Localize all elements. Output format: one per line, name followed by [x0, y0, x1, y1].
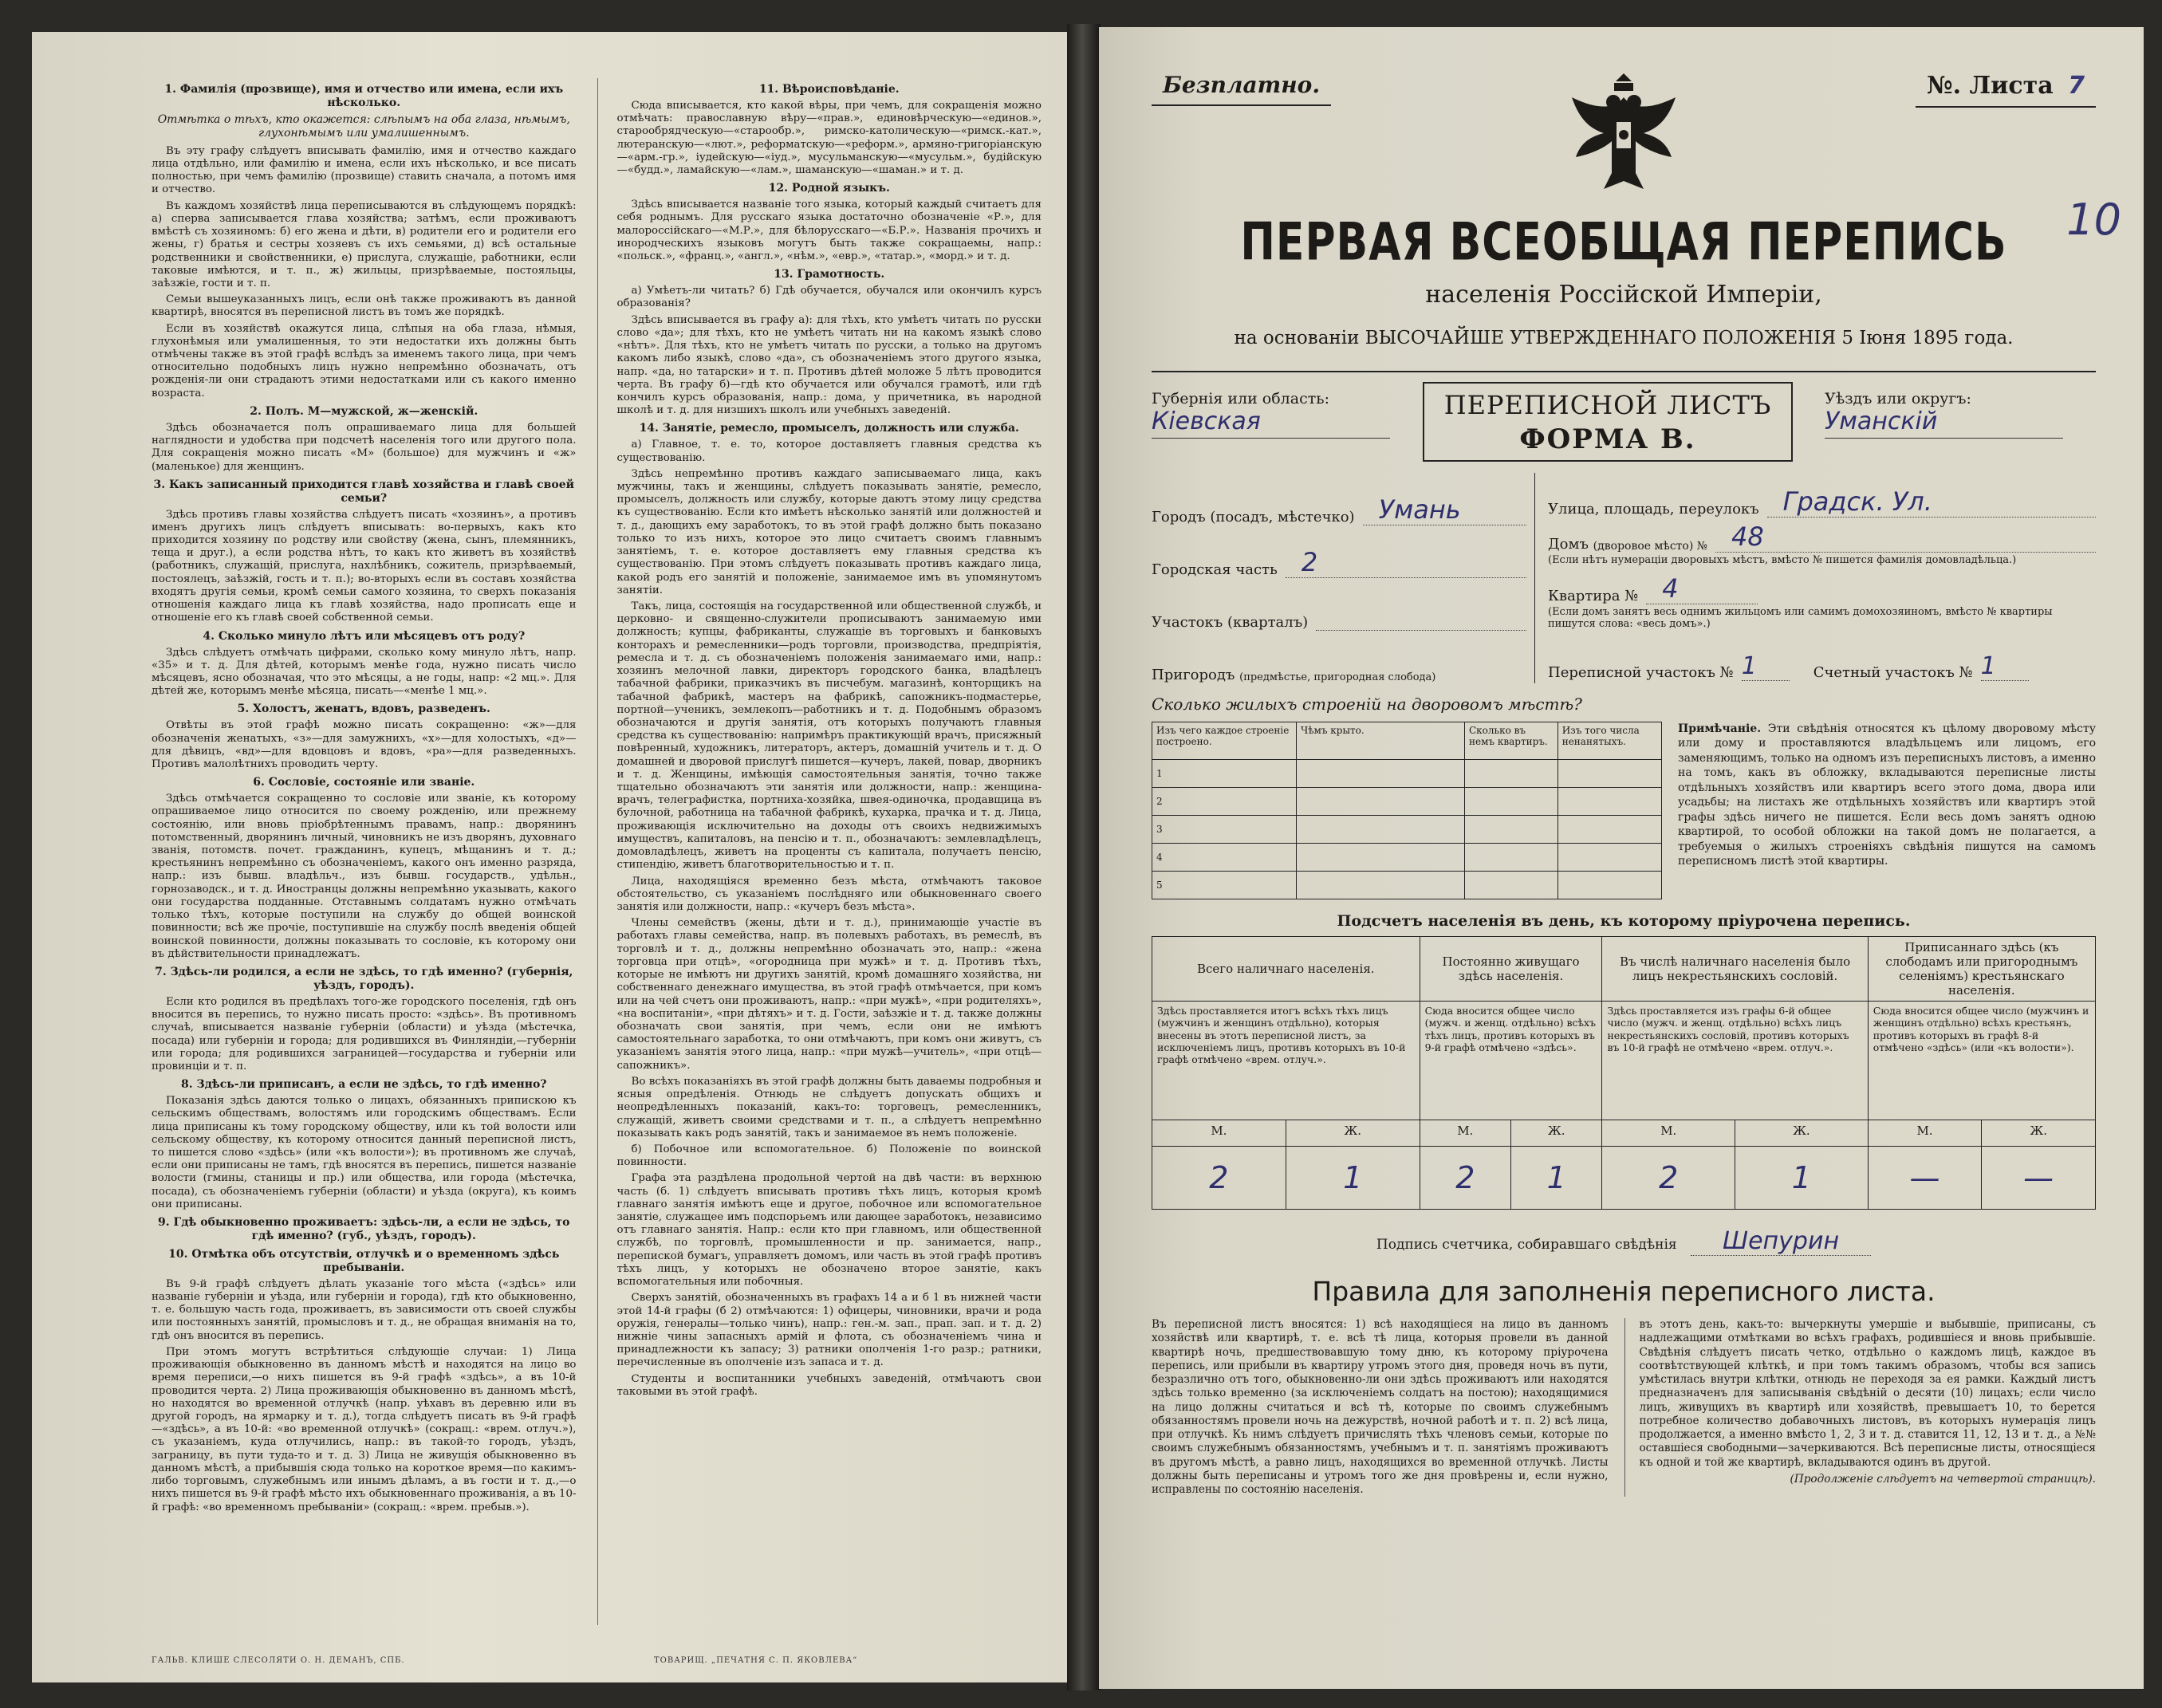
count-desc-non-peasant: Здѣсь проставляется изъ графы 6-й общее число (мужч. и женщ. отдѣльно) всѣхъ лицъ некрестьянскихъ сословій, противъ которыхъ въ 10-й графѣ не отмѣчено «врем. отлуч.». — [1602, 1002, 1868, 1120]
dwelling-cell — [1465, 844, 1558, 872]
left-page — [32, 32, 1069, 1682]
dwelling-row — [1152, 872, 1662, 899]
form-heading — [1423, 382, 1793, 462]
sheet-number-value: 7 — [2068, 72, 2085, 100]
signature-label: Подпись счетчика, собиравшаго свѣдѣнія — [1376, 1237, 1677, 1253]
dwelling-row — [1152, 816, 1662, 844]
dwelling-cell — [1558, 872, 1661, 899]
paragraph: Здѣсь отмѣчается сокращенно то сословіе или званіе, къ которому опрашиваемое лицо относится по своему рожденію, или прежнему состоянію, или вновь пріобрѣтеннымъ правамъ, напр.: дворянинъ потомственный, дворянинъ личный, чиновникъ не изъ дворянъ, духовнаго званія, потомств. почет. гражданинъ, купецъ, мѣщанинъ и т. д.; крестьянинъ непремѣнно съ обозначеніемъ, какого онъ именно разряда, напр.: изъ бывш. владѣльч., изъ бывш. государств., удѣльн., горнозаводск., и т. д. Иностранцы должны непремѣнно указывать, какого они государства подданные. Отставнымъ солдатамъ нужно отмѣчать только тѣхъ, которые поступили на службу до общей воинской повинности; всѣ же прочіе, поступившіе на службу послѣ введенія общей воинской повинности, должны показывать то сословіе, къ которому они въ дѣйствительности принадлежатъ. — [152, 793, 577, 960]
dwelling-cell — [1558, 816, 1661, 844]
house-label: Домъ — [1548, 536, 1589, 553]
section-title: 5. Холостъ, женатъ, вдовъ, разведенъ. — [237, 702, 490, 716]
section-title: 1. Фамилія (прозвище), имя и отчество или имена, если ихъ нѣсколько. — [164, 83, 564, 109]
paragraph: Такъ, лица, состоящія на государственной или общественной службѣ, и церковно- и священно-служители прописываютъ занимаемую ими должность; купцы, фабриканты, служащіе въ торговыхъ и банковыхъ конторахъ и ремесленники—родъ торговли, производства, предпріятія, ремесла и т. д. съ обозначеніемъ положенія занимаемаго ими, напр.: хозяинъ мелочной лавки, директоръ городского банка, владѣлецъ табачной фабрики, приказчикъ въ писчебум. магазинѣ, конторщикъ на табачной фабрикѣ, мастеръ на фабрикѣ, сапожникъ-подмастерье, портной—ученикъ, землекопъ—работникъ и т. д. Подобнымъ образомъ обозначаются и другія занятія, отъ которыхъ получаютъ главныя средства къ существованію: напримѣръ практикующій врачъ, присяжный повѣренный, художникъ, литераторъ, актеръ, домашній учитель и т. д. О домашней и дворовой прислугѣ пишется—кучеръ, лакей, повар, дворникъ и т. д. Женщины, имѣющія самостоятельныя занятія, точно также тщательно обозначаютъ эти занятія или должности, напр.: женщина-врачъ, телеграфистка, портниха-хозяйка, швея-одиночка, продавщица въ булочной, работница на табачной фабрикѣ, кухарка, прачка и т. д. Лица, проживающія исключительно на доходы отъ своихъ недвижимыхъ имуществъ, капиталовъ, на пенсію и т. п., обозначаютъ: землевладѣлецъ, домовладѣлецъ, живетъ на проценты съ капитала, получаетъ пенсію, стипендію, живетъ благотворительностью и т. п. — [616, 600, 1042, 872]
male-column-label: М. — [1868, 1120, 1982, 1147]
section-title: 14. Занятіе, ремесло, промыселъ, должность или служба. — [639, 422, 1019, 435]
dwelling-cell — [1465, 788, 1558, 816]
female-column-label: Ж. — [1735, 1120, 1869, 1147]
count-plot-label: Счетный участокъ № — [1813, 664, 1973, 681]
legal-basis: на основаніи ВЫСОЧАЙШЕ УТВЕРЖДЕННАГО ПОЛОЖЕНІЯ 5 Іюня 1895 года. — [1234, 328, 2014, 348]
dwelling-row — [1152, 760, 1662, 788]
list-title: ПЕРЕПИСНОЙ ЛИСТЪ — [1443, 390, 1772, 420]
section-title: 7. Здѣсь-ли родился, а если не здѣсь, то гдѣ именно? (губернія, уѣздъ, городъ). — [155, 965, 573, 992]
section-subtitle: Отмѣтка о тѣхъ, кто окажется: слѣпымъ на оба глаза, нѣмымъ, глухонѣмымъ или умалишеннымъ. — [157, 112, 570, 140]
street-label: Улица, площадь, переулокъ — [1548, 501, 1759, 518]
instructions-column-2 — [597, 78, 1042, 1625]
dwelling-cell — [1465, 760, 1558, 788]
count-desc-present: Здѣсь проставляется итогъ всѣхъ тѣхъ лицъ (мужчинъ и женщинъ отдѣльно), которыя внесены въ этотъ переписной листъ, за исключеніемъ лицъ, противъ которыхъ въ 10-й графѣ отмѣчено «врем. отлуч.». — [1152, 1002, 1420, 1120]
rules-column-2-text: въ этотъ день, какъ-то: вычеркнуты умершіе и выбывшіе, приписаны, съ надлежащими отмѣтками во всѣхъ графахъ, родившіеся и вновь прибывшіе. Свѣдѣнія слѣдуетъ писать четко, отдѣльно о каждомъ лицѣ, каждое въ соотвѣтствующей клѣткѣ, и при томъ такимъ образомъ, чтобы вся запись умѣстилась внутри клѣтки, отнюдь не переходя за ея рамки. Каждый листъ предназначенъ для записыванія свѣдѣній о десяти (10) лицахъ; если число лицъ, живущихъ въ квартирѣ или хозяйствѣ, превышаетъ 10, то берется потребное количество добавочныхъ листовъ, въ которыхъ нумерація лицъ продолжается, а именно вмѣсто 1, 2, 3 и т. д. ставится 11, 12, 13 и т. д., а №№ оставшіеся свободными—зачеркиваются. Всѣ переписные листы, относящіеся къ одной и той же квартирѣ, вкладываются одинъ въ другой. — [1639, 1318, 2096, 1469]
dwelling-cell — [1297, 872, 1465, 899]
dwelling-row-number: 2 — [1152, 788, 1297, 816]
section-title: 13. Грамотность. — [774, 268, 885, 281]
divider — [1152, 371, 2096, 372]
paragraph: Въ эту графу слѣдуетъ вписывать фамилію, имя и отчество каждаго лица отдѣльно, или фамилію и имена, если ихъ нѣсколько, и все писать полностью, при чемъ фамилію (прозвище) ставить сначала, а потомъ имя и отчество. — [152, 144, 577, 196]
dwell-header-apartments: Сколько въ немъ квартиръ. — [1465, 722, 1558, 760]
paragraph: Если въ хозяйствѣ окажутся лица, слѣпыя на оба глаза, нѣмыя, глухонѣмыя или умалишенныя, то эти недостатки ихъ должны быть отмѣчены также въ этой графѣ вслѣдъ за именемъ такого лица, при чемъ относительно подобныхъ лицъ нужно непремѣнно обозначать, отъ рожденія-ли они страдаютъ этими недостатками или съ какого именно возраста. — [152, 322, 577, 399]
count-value: — — [1868, 1147, 1982, 1210]
section-title: 3. Какъ записанный приходится главѣ хозяйства и главѣ своей семьи? — [153, 478, 575, 505]
dwelling-cell — [1558, 844, 1661, 872]
paragraph: а) Главное, т. е. то, которое доставляетъ главныя средства къ существованію. — [616, 439, 1042, 464]
suburb-note: (предмѣстье, пригородная слобода) — [1239, 671, 1436, 683]
dwelling-row-number: 3 — [1152, 816, 1297, 844]
population-count-table — [1152, 936, 2096, 1210]
dwelling-cell — [1558, 760, 1661, 788]
guberniya-field — [1152, 382, 1423, 462]
census-plot-value: 1 — [1742, 652, 1790, 681]
paragraph: Если кто родился въ предѣлахъ того-же городского поселенія, гдѣ онъ вносится въ перепись, то нужно писать просто: «здѣсь». Въ противномъ случаѣ, вписывается названіе губерніи (области) и уѣзда (мѣстечка, посада) или губерніи и города; для родившихся въ Финляндіи,—губерніи или города; для родившихся заграницей—государства и губерніи или провинціи и т. п. — [152, 995, 577, 1072]
paragraph: Лица, находящіяся временно безъ мѣста, отмѣчаютъ таковое обстоятельство, съ указаніемъ послѣдняго или обыкновеннаго своего занятія или должности, напр.: «кучеръ безъ мѣста». — [616, 875, 1042, 913]
free-label: Безплатно. — [1152, 65, 1331, 106]
guberniya-value: Кiевская — [1152, 407, 1390, 439]
paragraph: Здѣсь противъ главы хозяйства слѣдуетъ писать «хозяинъ», а противъ именъ другихъ лицъ слѣдуетъ вписывать: во-первыхъ, какъ кто приходится хозяину по родству или свойству (жена, сынъ, племянникъ, теща и друг.), а если родства нѣтъ, то какъ кто живетъ въ хозяйствѣ (работникъ, служащій, прислуга, нахлѣбникъ, сожитель, призрѣваемый, постоялецъ, заѣзжій, гость и т. п.); во-вторыхъ если въ составъ хозяйства входятъ другія семьи, кромѣ семьи самого хозяина, то сверхъ показанія отношенія каждаго лица къ главѣ хозяйства, надо прописать еще и отношеніе его къ главѣ своей собственной семьи. — [152, 508, 577, 624]
paragraph: Студенты и воспитанники учебныхъ заведеній, отмѣчаютъ свои таковыми въ этой графѣ. — [616, 1372, 1042, 1398]
precinct-value — [1316, 630, 1526, 631]
count-header-non-peasant: Въ числѣ наличнаго населенія было лицъ некрестьянскихъ сословій. — [1602, 937, 1868, 1002]
section-title: 8. Здѣсь-ли приписанъ, а если не здѣсь, то гдѣ именно? — [180, 1078, 547, 1092]
count-header-present: Всего наличнаго населенія. — [1152, 937, 1420, 1002]
section-title: 11. Вѣроисповѣданіе. — [758, 83, 900, 96]
section-title: 6. Сословіе, состояніе или званіе. — [253, 776, 475, 789]
dwelling-cell — [1465, 872, 1558, 899]
female-column-label: Ж. — [1286, 1120, 1420, 1147]
paragraph: Здѣсь вписывается названіе того языка, который каждый считаетъ для себя роднымъ. Для русскаго языка достаточно обозначеніе «Р.», для малороссійскаго—«М.Р.», для бѣлорусскаго—«Б.Р.». Названія прочихъ и инородческихъ языковъ могутъ быть также сокращаемы, напр.: «польск.», «франц.», «англ.», «нѣм.», «евр.», «татар.», «морд.» и т. д. — [616, 199, 1042, 263]
book-gutter — [1067, 24, 1101, 1690]
count-plot-value: 1 — [1981, 652, 2029, 681]
female-column-label: Ж. — [1982, 1120, 2096, 1147]
uezd-field — [1793, 382, 2096, 462]
house-hint: (Если нѣтъ нумераціи дворовыхъ мѣстъ, вмѣсто № пишется фамилія домовладѣльца.) — [1548, 554, 2017, 566]
rules-title: Правила для заполненія переписного листа. — [1312, 1276, 1936, 1307]
section-title: 12. Родной языкъ. — [768, 182, 890, 195]
dwelling-cell — [1297, 760, 1465, 788]
street-value: Градск. Ул. — [1767, 486, 2096, 518]
rules-continued: (Продолженіе слѣдуетъ на четвертой страницѣ). — [1790, 1472, 2096, 1486]
paragraph: Члены семействъ (жены, дѣти и т. д.), принимающіе участіе въ работахъ главы семейства, напр. въ полевыхъ работахъ, въ ремеслѣ, въ торговлѣ и т. д., должны непремѣнно обозначать это, напр.: «жена торговца при отцѣ», «огородница при мужѣ» и т. д. Противъ тѣхъ, которые не имѣютъ ни другихъ занятій, кромѣ домашняго хозяйства, ни собственнаго денежнаго имущества, въ этой графѣ отмѣчается, при комъ или на чей счетъ они проживаютъ, напр.: «при мужѣ», «при родителяхъ», «на воспитаніи», «при дѣтяхъ» и т. д. Гости, заѣзжіе и т. д. также должны обозначать свои занятія, при чемъ, если они не имѣютъ самостоятельнаго заработка, то они отмѣчаютъ, при комъ они живутъ, съ указаніемъ занятія этого лица, напр.: «при мужѣ—учитель», «при отцѣ—сапожникъ». — [616, 917, 1042, 1072]
count-desc-peasant: Сюда вносится общее число (мужчинъ и женщинъ отдѣльно) всѣхъ крестьянъ, противъ которыхъ въ графѣ 8-й отмѣчено «здѣсь» (или «къ волости»). — [1868, 1002, 2095, 1120]
section-title: 2. Полъ. М—мужской, ж—женскій. — [250, 404, 478, 418]
apartment-label: Квартира № — [1548, 588, 1639, 604]
uezd-label: Уѣздъ или округъ: — [1825, 390, 1971, 407]
suburb-label: Пригородъ — [1152, 667, 1235, 683]
paragraph: Здѣсь слѣдуетъ отмѣчать цифрами, сколько кому минуло лѣтъ, напр. «35» и т. д. Для дѣтей, которымъ менѣе года, нужно писать число мѣсяцевъ, ясно обозначая, что это мѣсяцы, а не годы, напр: «2 мц.». Для дѣтей же, которымъ менѣе мѣсяца, писать—«менѣе 1 мц.». — [152, 646, 577, 698]
paragraph: Отвѣты въ этой графѣ можно писать сокращенно: «ж»—для обозначенія женатыхъ, «з»—для замужнихъ, «х»—для холостыхъ, «д»—для дѣвицъ, «вд»—для вдовцовъ и вдовъ, «ра»—для разведенныхъ. Противъ малолѣтнихъ проводить черту. — [152, 719, 577, 770]
paragraph: Здѣсь вписывается въ графу а): для тѣхъ, кто умѣетъ читать по русски слово «да»; для тѣхъ, кто не умѣетъ читать ни на какомъ языкѣ слово «нѣтъ». Для тѣхъ, кто не умѣетъ читать по русски, а только на другомъ какомъ либо языкѣ, слово «да», съ обозначеніемъ этого другого языка, напр. «да, но татарски» и т. п. Противъ дѣтей моложе 5 лѣтъ проводится черта. Въ графу б)—гдѣ кто обучается или обучался грамотѣ, или гдѣ кончилъ курсъ образованія, напр.: дома, у причетника, въ народной школѣ и т. д. для низшихъ школъ или учебныхъ заведеній. — [616, 313, 1042, 417]
dwellings-question: Сколько жилыхъ строеній на дворовомъ мѣстѣ? — [1152, 695, 1582, 714]
paragraph: При этомъ могутъ встрѣтиться слѣдующіе случаи: 1) Лица проживающія обыкновенно въ данномъ мѣстѣ и находятся на лицо во время переписи,—о нихъ пишется въ 9-й графѣ «здѣсь», а въ 10-й проводится черта. 2) Лица проживающія обыкновенно въ данномъ мѣстѣ, но находятся во временной отлучкѣ (напр. уѣхавъ въ деревню или въ другой городъ, на ярмарку и т. д.), тогда слѣдуетъ писать въ 9-й графѣ—«здѣсь», а въ 10-й: «во временной отлучкѣ» (сокращ.: «врем. отлуч.»), съ указаніемъ, куда отлучились, напр.: въ такой-то городъ, уѣздъ, заграницу, въ пути туда-то и т. д. 3) Лица не живущія обыкновенно въ данномъ мѣстѣ, а прибывшія сюда только на короткое время—по какимъ-либо торговымъ, служебнымъ или инымъ дѣламъ, а въ гости и т. д.,—о нихъ пишется въ 9-й графѣ мѣсто ихъ обыкновеннаго проживанія, а въ 10-й графѣ: «во временномъ пребываніи» (сокращ.: «врем. пребыв.»). — [152, 1345, 577, 1513]
paragraph: Сверхъ занятій, обозначенныхъ въ графахъ 14 а и б 1 въ нижней части этой 14-й графы (б 2) отмѣчаются: 1) офицеры, чиновники, врачи и рода оружія, генералы—только чинъ), напр.: ген.-м. зап., прап. зап. и т. д. 2) нижніе чины запасныхъ армій и флота, съ обозначеніемъ чина и принадлежности къ запасу; 3) ратники ополченія 1-го разр.; ратники, перечисленные въ ополченіе изъ запаса и т. д. — [616, 1292, 1042, 1369]
right-page — [1099, 27, 2144, 1689]
male-column-label: М. — [1420, 1120, 1510, 1147]
enumerator-signature — [1152, 1227, 2096, 1255]
dwelling-row — [1152, 788, 1662, 816]
census-subtitle: населенія Россійской Имперіи, — [1425, 281, 1822, 309]
uezd-value: Уманскiй — [1825, 407, 2063, 439]
paragraph: Въ каждомъ хозяйствѣ лица переписываются въ слѣдующемъ порядкѣ: а) сперва записывается глава хозяйства; затѣмъ, если проживаютъ вмѣстѣ съ хозяиномъ: б) его жена и дѣти, в) родители его и родители его жены, г) братья и сестры хозяевъ съ ихъ семьями, д) всѣ остальные родственники и свойственники, е) прислуга, служащіе, работники, если таковые имѣются, и т. п., ж) жильцы, призрѣваемые, постояльцы, заѣзжіе, гости и т. п. — [152, 199, 577, 289]
rules-column-1: Въ переписной листъ вносятся: 1) всѣ находящіеся на лицо въ данномъ хозяйствѣ или квартирѣ, т. е. всѣ тѣ лица, которыя провели въ данной квартирѣ ночь, предшествовавшую тому дню, къ которому пріурочена перепись, или прибыли въ квартиру утромъ этого дня, проведя ночь въ пути, безразлично отъ того, обыкновенно-ли они здѣсь проживаютъ или находятся здѣсь только временно (за исключеніемъ солдатъ на постою); находящимися на лицо должны считаться и всѣ тѣ, которые по своимъ служебнымъ обязанностямъ провели ночь на дежурствѣ, ночной работѣ и т. п. 2) всѣ лица, при отлучкѣ. Къ нимъ слѣдуетъ причислять тѣхъ членовъ семьи, которые по своимъ служебнымъ обязанностямъ, учебнымъ и т. п. занятіямъ проживаютъ въ другомъ мѣстѣ, а равно лицъ, находящихся во временной отлучкѣ. Листы должны быть переписаны и утромъ того же дня провѣрены и, если нужно, исправлены по состоянію населенія. — [1152, 1318, 1609, 1496]
instructions-column-1 — [152, 78, 577, 1625]
dwelling-cell — [1297, 788, 1465, 816]
city-value: Умань — [1363, 494, 1526, 525]
population-count-title: Подсчетъ населенія въ день, къ которому пріурочена перепись. — [1337, 912, 1911, 930]
paragraph: б) Побочное или вспомогательное. б) Положеніе по воинской повинности. — [616, 1143, 1042, 1169]
dwelling-row-number: 1 — [1152, 760, 1297, 788]
female-column-label: Ж. — [1511, 1120, 1602, 1147]
dwellings-note-text: Эти свѣдѣнія относятся къ цѣлому дворовому мѣсту или дому и проставляются владѣльцемъ или лицомъ, его заменяющимъ, только на одномъ изъ переписныхъ листовъ, а именно на томъ, какъ въ обложку, вкладываются переписные листы отдѣльныхъ хозяйствъ или квартиръ всего этого дома, двора или усадьбы; на листахъ же отдѣльныхъ хозяйствъ или квартиръ этой графы здѣсь ничего не пишется. Если весь домъ занятъ одною квартирой, то особой обложки на такой домъ не полагается, а требуемыя о жилыхъ строеніяхъ свѣдѣнія пишутся на самомъ переписномъ листѣ этой квартиры. — [1678, 722, 2096, 868]
dwell-header-roof: Чѣмъ крыто. — [1297, 722, 1465, 760]
count-value: 1 — [1511, 1147, 1602, 1210]
section-title: 9. Гдѣ обыкновенно проживаетъ: здѣсь-ли, а если не здѣсь, то гдѣ именно? (губ., уѣздъ, городъ). — [158, 1216, 570, 1242]
dwellings-note — [1678, 722, 2096, 899]
count-value: 2 — [1420, 1147, 1510, 1210]
dwelling-row-number: 5 — [1152, 872, 1297, 899]
count-value: 1 — [1735, 1147, 1869, 1210]
dwellings-table — [1152, 722, 1662, 899]
count-desc-resident: Сюда вносится общее число (мужч. и женщ. отдѣльно) всѣхъ тѣхъ лицъ, противъ которыхъ въ 9-й графѣ отмѣчено «здѣсь». — [1420, 1002, 1602, 1120]
apartment-hint: (Если домъ занятъ весь однимъ жильцомъ или самимъ домохозяиномъ, вмѣсто № квартиры пишутся слова: «весь домъ».) — [1548, 606, 2053, 630]
count-value: 2 — [1602, 1147, 1735, 1210]
paragraph: Во всѣхъ показаніяхъ въ этой графѣ должны быть даваемы подробныя и ясныя опредѣленія. Отнюдь не слѣдуетъ допускать общихъ и неопредѣленныхъ показаній, какъ-то: торговецъ, ремесленникъ, служащій, живетъ своими средствами и т. п., а слѣдуетъ непремѣнно показывать какъ родъ занятій, такъ и занимаемое въ немъ положеніе. — [616, 1075, 1042, 1139]
city-label: Городъ (посадъ, мѣстечко) — [1152, 509, 1355, 525]
archive-page-number: 10 — [2066, 195, 2121, 245]
male-column-label: М. — [1152, 1120, 1286, 1147]
dwell-header-vacant: Изъ того числа ненанятыхъ. — [1558, 722, 1661, 760]
sheet-number-label: №. Листа — [1927, 72, 2054, 100]
house-note: (дворовое мѣсто) № — [1593, 540, 1708, 553]
precinct-label: Участокъ (кварталъ) — [1152, 614, 1309, 631]
guberniya-label: Губернія или область: — [1152, 390, 1329, 407]
dwelling-cell — [1558, 788, 1661, 816]
paragraph: Здѣсь непремѣнно противъ каждаго записываемаго лица, какъ мужчины, такъ и женщины, слѣдуетъ показывать занятіе, ремесло, промыселъ, должность или службу, которые даютъ этому лицу средства къ существованію. Если кто имѣетъ нѣсколько занятій или должностей и т. д., дающихъ ему заработокъ, то въ этой графѣ должно быть показано только то изъ нихъ, которое это лицо считаетъ своимъ главнымъ занятіемъ, т. е. которое доставляетъ ему главныя средства къ существованію. При этомъ слѣдуетъ показывать противъ каждаго лица, какой родъ его занятій и положеніе, занимаемое имъ въ упомянутомъ занятіи. — [616, 467, 1042, 596]
district-label: Городская часть — [1152, 561, 1278, 578]
apartment-value: 4 — [1646, 573, 1758, 604]
male-column-label: М. — [1602, 1120, 1735, 1147]
sheet-number-box — [1916, 65, 2096, 108]
census-title: ПЕРВАЯ ВСЕОБЩАЯ ПЕРЕПИСЬ — [1240, 212, 2007, 273]
paragraph: Сюда вписывается, кто какой вѣры, при чемъ, для сокращенія можно отмѣчать: православную вѣру—«прав.», единовѣрческую—«единов.», старообрядческую—«старообр.», римско-католическую—«римск.-кат.», лютеранскую—«лют.», реформатскую—«реформ.», армяно-григоріанскую—«арм.-гр.», іудейскую—«іуд.», мусульманскую—«мусульм.», будійскую—«будд.», ламайскую—«лам.», шаманскую—«шаман.» и т. д. — [616, 99, 1042, 177]
dwelling-cell — [1297, 816, 1465, 844]
count-value: — — [1982, 1147, 2096, 1210]
address-block — [1152, 473, 2096, 683]
section-title: 10. Отмѣтка объ отсутствіи, отлучкѣ и о временномъ здѣсь пребываніи. — [168, 1247, 560, 1274]
dwellings-note-label: Примѣчаніе. — [1678, 722, 1762, 735]
form-title: ФОРМА В. — [1519, 423, 1696, 455]
paragraph: Семьи вышеуказанныхъ лицъ, если онѣ также проживаютъ въ данной квартирѣ, вносятся въ переписной листъ въ томъ же порядкѣ. — [152, 293, 577, 319]
dwell-header-material: Изъ чего каждое строеніе построено. — [1152, 722, 1297, 760]
count-value: 1 — [1286, 1147, 1420, 1210]
paragraph: Въ 9-й графѣ слѣдуетъ дѣлать указаніе того мѣста («здѣсь» или названіе губерніи и уѣзда, или губерніи и города), гдѣ кто обыкновенно, т. е. большую часть года, проживаетъ, въ зависимости отъ своей службы или постоянныхъ занятій, промысловъ и т. д., не обращая вниманія на то, гдѣ онъ вносится въ перепись. — [152, 1277, 577, 1342]
census-plot-label: Переписной участокъ № — [1548, 664, 1734, 681]
paragraph: Показанія здѣсь даются только о лицахъ, обязанныхъ припискою къ сельскимъ обществамъ, волостямъ или городскимъ обществамъ. Если лица приписаны къ тому городскому обществу, или къ той волости или сельскому обществу, къ которому относится данный переписной листъ, то пишется слово «здѣсь» (или «къ волости»); въ противномъ же случаѣ, если они приписаны не тамъ, гдѣ вносятся въ перепись, пишется названіе волости (гмины, станицы и пр.) или общества, или города (мѣстечка, посада), съ обозначеніемъ губерніи (области) и уѣзда (округа), къ коимъ они приписаны. — [152, 1095, 577, 1210]
section-title: 4. Сколько минуло лѣтъ или мѣсяцевъ отъ роду? — [203, 629, 526, 643]
paragraph: Графа эта раздѣлена продольной чертой на двѣ части: въ верхнюю часть (б. 1) слѣдуетъ вписывать противъ тѣхъ лицъ, которыя кромѣ главнаго занятія имѣютъ еще и другое, побочное или вспомогательное занятіе, служащее имъ подспорьемъ или дающее заработокъ, независимо отъ главнаго занятія. Напр.: если кто при главномъ, или общественной службѣ, по торговлѣ, промышленности и пр. занимается, напр., перепиской бумагъ, управляетъ домомъ, или часть въ этой графѣ противъ тѣхъ лицъ, у которыхъ не обозначено второе занятіе, какъ вспомогательныя или побочныя. — [616, 1172, 1042, 1289]
printer-note-right: ТОВАРИЩ. „ПЕЧАТНЯ С. П. ЯКОВЛЕВА“ — [654, 1656, 858, 1665]
house-value: 48 — [1715, 521, 2096, 553]
dwelling-cell — [1465, 816, 1558, 844]
rules-column-2 — [1624, 1318, 2097, 1497]
rules-text — [1152, 1318, 2096, 1497]
count-value: 2 — [1152, 1147, 1286, 1210]
dwelling-row-number: 4 — [1152, 844, 1297, 872]
printer-note-left: ГАЛЬВ. КЛИШЕ СЛЕСОЛЯТИ О. Н. ДЕМАНЪ, СПБ. — [152, 1656, 405, 1665]
dwelling-row — [1152, 844, 1662, 872]
district-value: 2 — [1286, 547, 1526, 578]
signature-value: Шепурин — [1691, 1227, 1871, 1256]
double-headed-eagle-icon — [1564, 65, 1684, 197]
paragraph: Здѣсь обозначается полъ опрашиваемаго лица для большей наглядности и удобства при подсчетѣ населенія того или другого пола. Для сокращенія можно писать «М» (большое) для мужчинъ и «ж» (маленькое) для женщинъ. — [152, 421, 577, 473]
count-header-resident: Постоянно живущаго здѣсь населенія. — [1420, 937, 1602, 1002]
dwelling-cell — [1297, 844, 1465, 872]
paragraph: а) Умѣетъ-ли читать? б) Гдѣ обучается, обучался или окончилъ курсъ образованія? — [616, 285, 1042, 310]
count-header-peasant: Приписаннаго здѣсь (къ слободамъ или пригороднымъ селеніямъ) крестьянскаго населенія. — [1868, 937, 2095, 1002]
